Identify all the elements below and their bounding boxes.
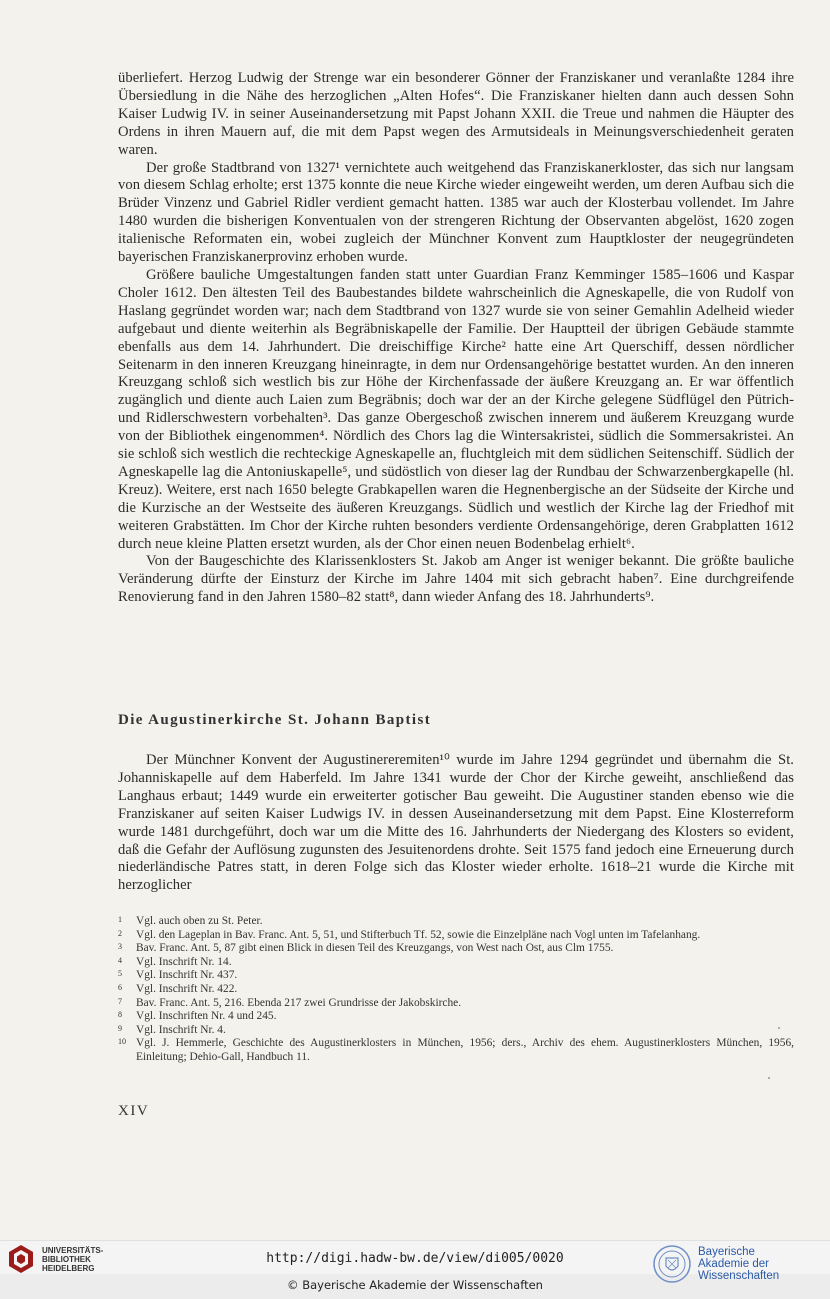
footnote	[118, 929, 794, 943]
footnote	[118, 956, 794, 970]
footnote-number: 6	[118, 982, 122, 992]
paper-speck	[778, 1027, 780, 1029]
footnote-text: Bav. Franc. Ant. 5, 216. Ebenda 217 zwei Grundrisse der Jakobskirche.	[136, 996, 462, 1009]
library-logo-line: UNIVERSITÄTS-	[42, 1245, 104, 1255]
footnotes	[118, 915, 794, 1065]
academy-logo-line: Bayerische	[698, 1246, 755, 1258]
footnote	[118, 969, 794, 983]
paragraph: Von der Baugeschichte des Klarissenklosters St. Jakob am Anger ist weniger bekannt. Die größte bauliche Veränderung dürfte der Einsturz der Kirche im Jahre 1404 mit sich gebracht haben⁷. Eine durchgreifende Renovierung fand in den Jahren 1580–82 statt⁸, dann wieder Anfang des 18. Jahrhunderts⁹.	[118, 553, 794, 606]
footnote	[118, 915, 794, 929]
footnote	[118, 1037, 794, 1064]
paragraph: Der Münchner Konvent der Augustinereremiten¹⁰ wurde im Jahre 1294 gegründet und übernahm die St. Johanniskapelle auf dem Haberfeld. Im Jahre 1341 wurde der Chor der Kirche geweiht, anschließend das Langhaus erbaut; 1449 wurde ein erweiterter gotischer Bau geweiht. Die Augustiner standen ebenso wie die Franziskaner auf seiten Kaiser Ludwigs IV. in dessen Auseinandersetzung mit dem Papst. Eine Klosterreform wurde 1481 durchgeführt, doch war um die Mitte des 16. Jahrhunderts der Niedergang des Klosters so evident, daß die Gefahr der Auflösung zugunsten des Jesuitenordens drohte. Seit 1575 fand jedoch eine Erneuerung durch niederländische Patres statt, in deren Folge sich das Kloster wieder erholte. 1618–21 wurde die Kirche mit herzoglicher	[118, 752, 794, 894]
footnote-text: Vgl. den Lageplan in Bav. Franc. Ant. 5, 51, und Stifterbuch Tf. 52, sowie die Einzelpläne nach Vogl unten im Tafelanhang.	[136, 928, 701, 941]
footnote-text: Vgl. Inschrift Nr. 437.	[136, 969, 238, 982]
section-text	[118, 752, 794, 895]
footnote-number: 7	[118, 996, 122, 1006]
footnote-number: 1	[118, 915, 122, 924]
footnote-text: Vgl. Inschrift Nr. 14.	[136, 955, 232, 968]
footnote	[118, 983, 794, 997]
page-number: XIV	[118, 1103, 150, 1119]
section-heading: Die Augustinerkirche St. Johann Baptist	[118, 712, 432, 728]
footnote-number: 8	[118, 1010, 122, 1020]
footnote-number: 9	[118, 1023, 122, 1033]
footnote	[118, 1024, 794, 1038]
footnote-number: 3	[118, 942, 122, 952]
footnote-text: Bav. Franc. Ant. 5, 87 gibt einen Blick in diesen Teil des Kreuzgangs, von West nach Ost, aus Clm 1755.	[136, 942, 614, 955]
footnote	[118, 997, 794, 1011]
footnote-number: 5	[118, 969, 122, 979]
footnote	[118, 1010, 794, 1024]
footnote-text: Vgl. Inschrift Nr. 422.	[136, 982, 238, 995]
paragraph: Größere bauliche Umgestaltungen fanden statt unter Guardian Franz Kemminger 1585–1606 und Kaspar Choler 1612. Den ältesten Teil des Baubestandes bildete wahrscheinlich die Agneskapelle, die von Rudolf von Haslang gegründet worden war; nach dem Stadtbrand von 1327 wurde sie von seiner Gemahlin Adelheid wieder aufgebaut und diente weiterhin als Begräbniskapelle der Familie. Der Hauptteil der übrigen Gebäude stammte ebenfalls aus dem 14. Jahrhundert. Die dreischiffige Kirche² hatte eine Art Querschiff, dessen nördlicher Seitenarm in den inneren Kreuzgang hineinragte, in dem nur Ordensangehörige bestattet wurden. An den inneren Kreuzgang schloß sich westlich bis zur Höhe der Kirchenfassade der äußere Kreuzgang an. Er war öffentlich zugänglich und diente auch Laien zum Begräbnis; doch war der an der Kirche gelegene Südflügel den Pütrich- und Ridlerschwestern vorbehalten³. Das ganze Obergeschoß zwischen innerem und äußerem Kreuzgang wurde von der Bibliothek eingenommen⁴. Nördlich des Chors lag die Wintersakristei, südlich die Sommersakristei. An sie schloß sich westlich die rechteckige Agneskapelle an, fluchtgleich mit dem südlichen Seitenschiff. Südlich der Agneskapelle lag die Antoniuskapelle⁵, und südöstlich von dieser lag der Rundbau der Schwarzenbergkapelle (hl. Kreuz). Weitere, erst nach 1650 belegte Grabkapellen waren die Hegnenbergische an der Südseite der Kirche und die Kurzische an der Westseite des äußeren Kreuzgangs. Südlich und westlich der Kirche lag der Friedhof mit weiteren Grabstätten. Im Chor der Kirche ruhten besonders verdiente Ordensangehörige, deren Grabplatten 1612 durch neue kleine Platten ersetzt wurden, als der Chor einen neuen Bodenbelag erhielt⁶.	[118, 266, 794, 552]
footnote-number: 2	[118, 928, 122, 938]
paragraph: überliefert. Herzog Ludwig der Strenge war ein besonderer Gönner der Franziskaner und veranlaßte 1284 ihre Übersiedlung in die Nähe des herzoglichen „Alten Hofes“. Die Franziskaner hielten dann auch dessen Sohn Kaiser Ludwig IV. in seiner Auseinandersetzung mit Papst Johann XXII. die Treue und nahmen die Häupter des Ordens in ihren Mauern auf, die mit dem Papst wegen des Armutsideals in Meinungsverschiedenheit geraten waren.	[118, 70, 794, 158]
footnote-text: Vgl. J. Hemmerle, Geschichte des Augustinerklosters in München, 1956; ders., Archiv des ehem. Augustinerklosters München, 1956, Einleitung; Dehio-Gall, Handbuch 11.	[136, 1037, 794, 1063]
footnote-text: Vgl. Inschriften Nr. 4 und 245.	[136, 1010, 277, 1023]
footnote	[118, 942, 794, 956]
footnote-text: Vgl. Inschrift Nr. 4.	[136, 1023, 226, 1036]
copyright-notice: © Bayerische Akademie der Wissenschaften	[287, 1278, 543, 1292]
paragraph: Der große Stadtbrand von 1327¹ vernichtete auch weitgehend das Franziskanerkloster, das sich nur langsam von diesem Schlag erholte; erst 1375 konnte die neue Kirche wieder eingeweiht werden, um deren Aufbau sich die Brüder Vinzenz und Gabriel Ridler verdient gemacht hatten. 1385 war auch der Klosterbau vollendet. Im Jahre 1480 wurden die bisherigen Konventualen von der strengeren Richtung der Observanten abgelöst, 1620 zogen italienische Reformaten ein, wobei zugleich der Münchner Konvent zum Hauptkloster der neugegründeten bayerischen Franziskanerprovinz erhoben wurde.	[118, 159, 794, 266]
paper-speck	[768, 1077, 770, 1079]
academy-logo[interactable]	[652, 1244, 830, 1284]
main-text	[118, 70, 794, 607]
permalink-url[interactable]: http://digi.hadw-bw.de/view/di005/0020	[266, 1251, 564, 1266]
footnote-text: Vgl. auch oben zu St. Peter.	[136, 915, 263, 927]
library-logo-line: HEIDELBERG	[42, 1263, 95, 1273]
academy-seal-icon	[652, 1244, 692, 1284]
footnote-number: 10	[118, 1037, 126, 1047]
footnote-number: 4	[118, 955, 122, 965]
academy-logo-line: Akademie der Wissenschaften	[698, 1258, 780, 1282]
library-logo-line: BIBLIOTHEK	[42, 1254, 91, 1264]
